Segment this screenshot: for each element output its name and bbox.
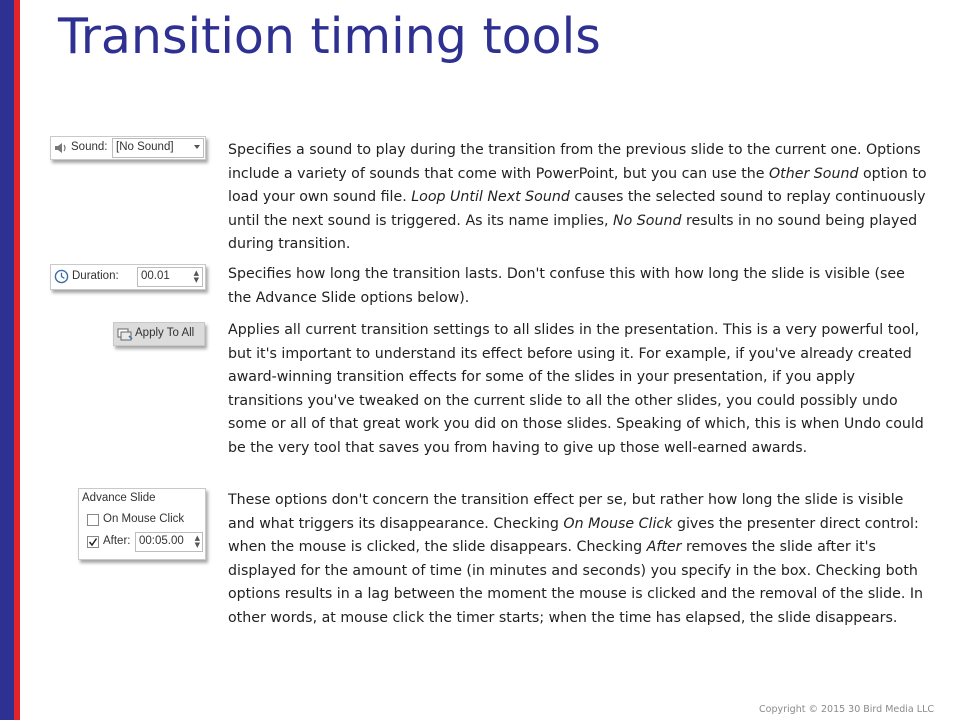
apply-all-icon: [117, 327, 133, 346]
text-run-italic: After: [646, 539, 682, 556]
spinner-arrows-icon: ▲ ▼: [194, 534, 200, 549]
advance-slide-heading: Advance Slide: [82, 492, 156, 504]
duration-value: 00.01: [141, 270, 170, 282]
after-checkbox[interactable]: [87, 536, 99, 548]
sound-label: Sound:: [71, 141, 108, 153]
apply-to-all-button[interactable]: [113, 322, 205, 346]
after-time-value: 00:05.00: [139, 535, 184, 547]
text-run: results in no sound being played during transition.: [228, 212, 918, 253]
on-mouse-click-label: On Mouse Click: [103, 513, 185, 525]
clock-icon: [54, 269, 69, 288]
left-accent-bar-blue: [0, 0, 14, 720]
text-run-italic: Loop Until Next Sound: [411, 189, 570, 206]
text-run-italic: No Sound: [613, 212, 682, 229]
text-run: removes the slide after it's displayed for the amount of time (in minutes and seconds) you specify in the box. Checking both options results in a lag between the moment the mouse is clicked and the removal of the slide. In other words, at mouse click the timer starts; when the time has elapsed, the slide disappears.: [228, 539, 924, 626]
text-run: gives the presenter direct control: when the mouse is clicked, the slide disappears. Checking: [228, 515, 919, 556]
sound-dropdown-value: [No Sound]: [116, 141, 174, 153]
duration-control-image: [50, 264, 206, 290]
text-run: option to load your own sound file.: [228, 165, 927, 206]
after-label: After:: [103, 535, 131, 547]
left-accent-bar-red: [14, 0, 20, 720]
after-time-spinner[interactable]: [135, 532, 203, 552]
apply-to-all-description: Applies all current transition settings to all slides in the presentation. This is a very powerful tool, but it's important to understand its effect before using it. For example, if you've already created award-winning transition effects for some of the slides in your presentation, if you apply transitions you've tweaked on the current slide to all the other slides, you could possibly undo some or all of that great work you did on those slides. Speaking of which, this is when Undo could be the very tool that saves you from having to give up those well-earned awards.: [228, 322, 924, 456]
advance-slide-image: [78, 488, 206, 560]
text-run: causes the selected sound to replay continuously until the next sound is triggered. As its name implies,: [228, 189, 926, 229]
sound-control-image: [50, 136, 206, 160]
on-mouse-click-checkbox[interactable]: [87, 514, 99, 526]
checkmark-icon: [88, 537, 98, 547]
speaker-icon: [53, 140, 69, 160]
text-run-italic: On Mouse Click: [563, 515, 673, 532]
spinner-arrows-icon: ▲ ▼: [193, 269, 199, 284]
apply-to-all-label: Apply To All: [135, 327, 195, 339]
text-run: Specifies a sound to play during the transition from the previous slide to the current one. Options include a variety of sounds that come with PowerPoint, but you can use the: [228, 142, 921, 182]
duration-description: Specifies how long the transition lasts. Don't confuse this with how long the slide is visible (see the Advance Slide options below).: [228, 266, 905, 306]
sound-description: [228, 139, 928, 257]
sound-dropdown[interactable]: [112, 138, 204, 158]
duration-spinner[interactable]: [137, 267, 203, 287]
text-run: These options don't concern the transition effect per se, but rather how long the slide is visible and what triggers its disappearance. Checking: [228, 492, 904, 532]
chevron-down-icon: [194, 145, 200, 149]
copyright-notice: Copyright © 2015 30 Bird Media LLC: [759, 704, 934, 715]
slide-title: Transition timing tools: [58, 8, 601, 65]
advance-slide-description: [228, 489, 928, 631]
text-run-italic: Other Sound: [769, 165, 859, 182]
duration-label: Duration:: [72, 270, 119, 282]
